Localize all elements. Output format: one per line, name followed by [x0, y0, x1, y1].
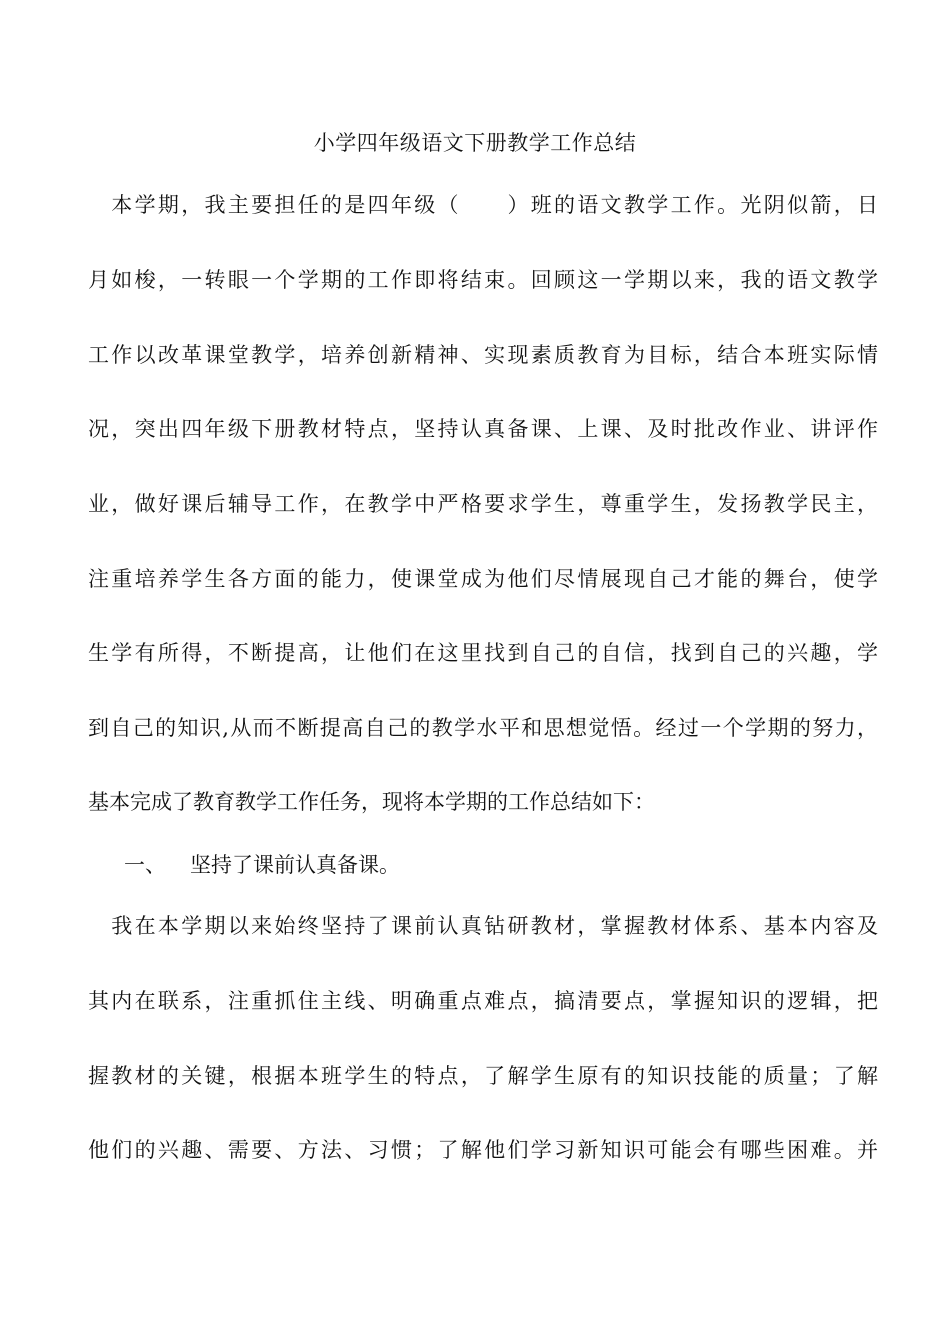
paragraph-line: 基本完成了教育教学工作任务，现将本学期的工作总结如下： [88, 790, 655, 814]
paragraph-line: 业，做好课后辅导工作，在教学中严格要求学生，尊重学生，发扬教学民主， [88, 492, 878, 516]
section-heading-text: 坚持了课前认真备课。 [190, 853, 400, 877]
paragraph-line: 生学有所得，不断提高，让他们在这里找到自己的自信，找到自己的兴趣，学 [88, 641, 878, 665]
paragraph-line: 到自己的知识,从而不断提高自己的教学水平和思想觉悟。经过一个学期的努力， [88, 716, 878, 740]
section-number: 一、 [124, 853, 166, 877]
paragraph-line: 工作以改革课堂教学，培养创新精神、实现素质教育为目标，结合本班实际情 [88, 343, 878, 367]
paragraph-line: 握教材的关键，根据本班学生的特点，了解学生原有的知识技能的质量；了解 [88, 1064, 878, 1088]
paragraph-line: 本学期，我主要担任的是四年级（ ）班的语文教学工作。光阴似箭，日 [88, 193, 878, 217]
paragraph-line: 注重培养学生各方面的能力，使课堂成为他们尽情展现自己才能的舞台，使学 [88, 567, 878, 591]
paragraph-line: 其内在联系，注重抓住主线、明确重点难点，搞清要点，掌握知识的逻辑，把 [88, 989, 878, 1013]
paragraph-line: 他们的兴趣、需要、方法、习惯；了解他们学习新知识可能会有哪些困难。并 [88, 1138, 878, 1162]
paragraph-line: 况，突出四年级下册教材特点，坚持认真备课、上课、及时批改作业、讲评作 [88, 417, 878, 441]
document-title: 小学四年级语文下册教学工作总结 [313, 131, 637, 155]
paragraph-line: 月如梭，一转眼一个学期的工作即将结束。回顾这一学期以来，我的语文教学 [88, 268, 878, 292]
section-heading [124, 850, 400, 880]
paragraph-line: 我在本学期以来始终坚持了课前认真钻研教材，掌握教材体系、基本内容及 [88, 914, 878, 938]
